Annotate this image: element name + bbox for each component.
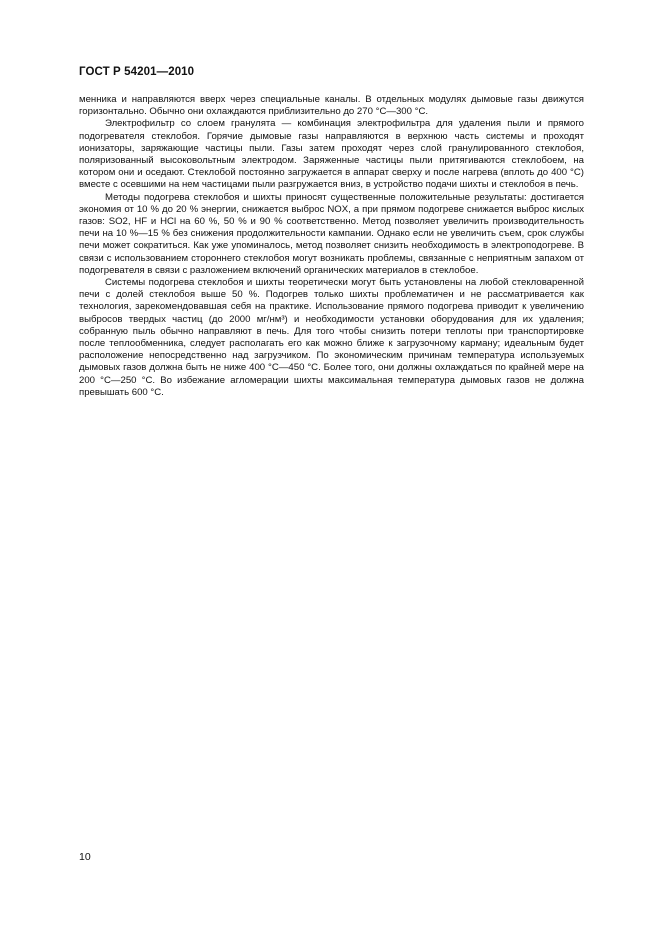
paragraph-continuation: менника и направляются вверх через специальные каналы. В отдельных модулях дымовые газы движутся горизонтально. Обычно они охлаждаются приблизительно до 270 °С—300 °С.: [79, 94, 584, 118]
paragraph-preheating-systems: Системы подогрева стеклобоя и шихты теоретически могут быть установлены на любой стекловаренной печи с долей стеклобоя выше 50 %. Подогрев только шихты проблематичен и не рассматривается как технология, зарекомендовавшая себя на практике. Использование прямого подогрева приводит к увеличению выбросов твердых частиц (до 2000 мг/нм³) и необходимости установки оборудования для их удаления; собранную пыль обычно направляют в печь. Для того чтобы снизить потери теплоты при транспортировке после теплообменника, следует располагать его как можно ближе к загрузочному карману; идеальным будет расположение непосредственно над загрузчиком. По экономическим причинам температура используемых дымовых газов должна быть не ниже 400 °С—450 °С. Более того, они должны охлаждаться по крайней мере на 200 °С—250 °С. Во избежание агломерации шихты максимальная температура дымовых газов не должна превышать 600 °С.: [79, 277, 584, 398]
paragraph-electrofilter: Электрофильтр со слоем гранулята — комбинация электрофильтра для удаления пыли и прямого подогревателя стеклобоя. Горячие дымовые газы направляются в верхнюю часть системы и проходят ионизаторы, заряжающие частицы пыли. Газы затем проходят через слой гранулированного стеклобоя, поляризованный высоковольтным электродом. Заряженные частицы пыли притягиваются стеклобоем, на котором они и оседают. Стеклобой постоянно загружается в аппарат сверху и после нагрева (вплоть до 400 °С) вместе с осевшими на нем частицами пыли разгружается вниз, в устройство подачи шихты и стеклобоя в печь.: [79, 118, 584, 191]
document-body: [79, 94, 584, 399]
page-number: 10: [79, 851, 91, 863]
paragraph-preheating-methods: Методы подогрева стеклобоя и шихты приносят существенные положительные результаты: достигается экономия от 10 % до 20 % энергии, снижается выброс NOX, а при прямом подогреве снижается выброс кислых газов: SO2, HF и HCl на 60 %, 50 % и 90 % соответственно. Метод позволяет увеличить производительность печи на 10 %—15 % без снижения продолжительности кампании. Однако если не увеличить съем, срок службы печи может сократиться. Как уже упоминалось, метод позволяет снизить необходимость в электроподогреве. В связи с использованием стороннего стеклобоя могут возникать проблемы, связанные с неприятным запахом от подогревателя в связи с разложением включений органических материалов в стеклобое.: [79, 191, 584, 276]
document-header: ГОСТ Р 54201—2010: [79, 66, 195, 78]
